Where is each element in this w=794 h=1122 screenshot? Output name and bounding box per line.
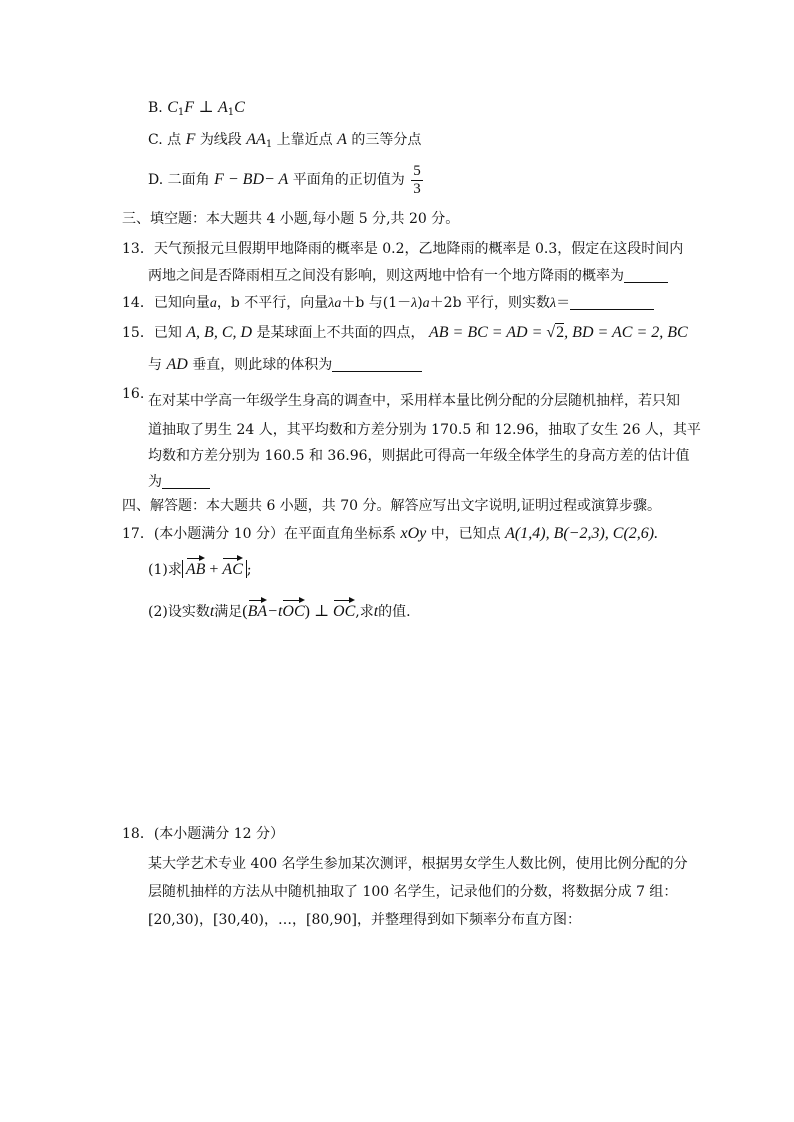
text: (本小题满分 10 分）在平面直角坐标系	[153, 526, 397, 542]
question-15-line1	[122, 323, 688, 343]
answer-blank[interactable]	[570, 293, 654, 310]
section-heading: 四、解答题：本大题共 6 小题，共 70 分。解答应写出文字说明,证明过程或演算步骤。	[122, 498, 661, 514]
math-var: C	[234, 99, 245, 116]
option-label: B.	[148, 100, 163, 116]
question-17-part1	[148, 560, 252, 580]
question-16-line3: 均数和方差分别为 160.5 和 36.96，则据此可得高一年级全体学生的身高方差的估计值	[148, 448, 690, 464]
question-16-line2: 道抽取了男生 24 人，其平均数和方差分别为 170.5 和 12.96，抽取了女生 26 人，其平	[148, 422, 701, 438]
text: 平面角的正切值为	[292, 172, 405, 188]
text: 为	[148, 474, 162, 490]
question-16-line1: 在对某中学高一年级学生身高的调查中，采用样本量比例分配的分层随机抽样，若只知	[148, 393, 680, 409]
option-c	[148, 130, 421, 155]
math-var: λa	[328, 296, 342, 311]
subscript: 1	[265, 139, 273, 150]
math-var: F	[184, 99, 195, 116]
fraction-numerator: 5	[413, 162, 421, 179]
math-var: t	[373, 603, 379, 620]
text: 的三等分点	[351, 132, 422, 148]
sqrt-symbol: √	[546, 324, 556, 341]
option-label: C.	[148, 132, 163, 148]
question-13-line1	[122, 239, 683, 259]
text: ，b 不平行，向量	[216, 295, 329, 311]
paren: (	[242, 603, 248, 620]
question-14	[122, 293, 654, 314]
question-number: 18．	[122, 826, 154, 842]
vector: AC	[222, 561, 243, 578]
question-17	[122, 524, 658, 544]
math-var: A	[217, 99, 228, 116]
text: 与	[148, 357, 162, 373]
math-expression: A(1,4), B(−2,3), C(2,6).	[505, 525, 659, 542]
vector: OC	[333, 603, 356, 620]
abs-value	[182, 560, 247, 578]
math-expression: , BD = AC = 2, BC	[564, 324, 688, 341]
question-number: 13．	[122, 241, 154, 257]
perp-symbol: ) ⊥	[304, 603, 334, 620]
text: 上靠近点	[276, 132, 333, 148]
math-var: λ	[549, 296, 557, 311]
text: 点	[167, 132, 182, 148]
question-18-line3: [20,30)，[30,40)，…，[80,90]，并整理得到如下频率分布直方图：	[148, 912, 582, 928]
math-expression: −t	[267, 603, 283, 620]
math-var: F	[185, 131, 196, 148]
text: 垂直，则此球的体积为	[192, 357, 333, 373]
question-13-line2	[148, 266, 668, 286]
question-number: 14．	[122, 295, 154, 311]
math-var: t	[209, 603, 215, 620]
question-15-line2	[148, 355, 422, 375]
text: ＝	[556, 295, 571, 311]
answer-blank[interactable]	[624, 266, 668, 283]
text: 的值.	[378, 604, 411, 620]
vector: BA	[247, 603, 268, 620]
math-var: A	[337, 131, 347, 148]
math-var: a	[209, 296, 217, 311]
math-var: C	[167, 99, 178, 116]
text: 满足	[214, 604, 243, 620]
text: 是某球面上不共面的四点，	[256, 325, 425, 341]
text: (本小题满分 12 分）	[153, 826, 285, 842]
question-16-number: 16.	[122, 386, 145, 402]
text: 两地之间是否降雨相互之间没有影响，则这两地中恰有一个地方降雨的概率为	[148, 268, 624, 284]
question-17-part2	[148, 602, 411, 622]
math-expression: F − BD− A	[214, 171, 289, 188]
question-18-line2: 层随机抽样的方法从中随机抽取了 100 名学生，记录他们的分数，将数据分成 7 组：	[148, 884, 678, 900]
operator: +	[205, 561, 223, 578]
vector: OC	[282, 603, 305, 620]
subscript: 1	[177, 107, 185, 118]
math-var: a	[422, 296, 430, 311]
section-heading: 三、填空题：本大题共 4 小题,每小题 5 分,共 20 分。	[122, 211, 460, 227]
subscript: 1	[227, 107, 235, 118]
text: 已知	[153, 325, 182, 341]
option-b	[148, 98, 245, 123]
answer-blank[interactable]	[162, 472, 210, 489]
math-var: xOy	[400, 525, 427, 542]
text: 已知向量	[153, 295, 210, 311]
question-16-line4	[148, 472, 210, 492]
vector: AB	[185, 561, 206, 578]
text: (2)设实数	[148, 604, 210, 620]
text: 二面角	[167, 172, 210, 188]
text: ;	[246, 562, 252, 578]
question-18-header	[122, 824, 284, 844]
fraction	[411, 163, 423, 198]
question-18-line1: 某大学艺术专业 400 名学生参加某次测评，根据男女学生人数比例，使用比例分配的分	[148, 856, 688, 872]
option-label: D.	[148, 172, 164, 188]
math-var: AA	[246, 131, 266, 148]
text: 为线段	[199, 132, 242, 148]
text: ,求	[355, 604, 374, 620]
sqrt-radicand: 2	[556, 324, 565, 341]
text: )	[417, 295, 423, 311]
math-expression: AB = BC = AD =	[428, 324, 547, 341]
text: 天气预报元旦假期甲地降雨的概率是 0.2，乙地降雨的概率是 0.3，假定在这段时间内	[153, 241, 684, 257]
text: ＋b 与(1－	[341, 295, 412, 311]
question-number: 17．	[122, 526, 154, 542]
fraction-denominator: 3	[413, 180, 421, 197]
option-d	[148, 160, 423, 200]
math-var: AD	[166, 356, 188, 373]
math-expression: A, B, C, D	[186, 324, 253, 341]
math-var: λ	[411, 296, 418, 311]
text: ＋2b 平行，则实数	[429, 295, 550, 311]
question-number: 15．	[122, 325, 154, 341]
perp-symbol: ⊥	[198, 99, 214, 116]
answer-blank[interactable]	[332, 355, 422, 372]
text: (1)求	[148, 562, 182, 578]
text: 中，已知点	[430, 526, 501, 542]
